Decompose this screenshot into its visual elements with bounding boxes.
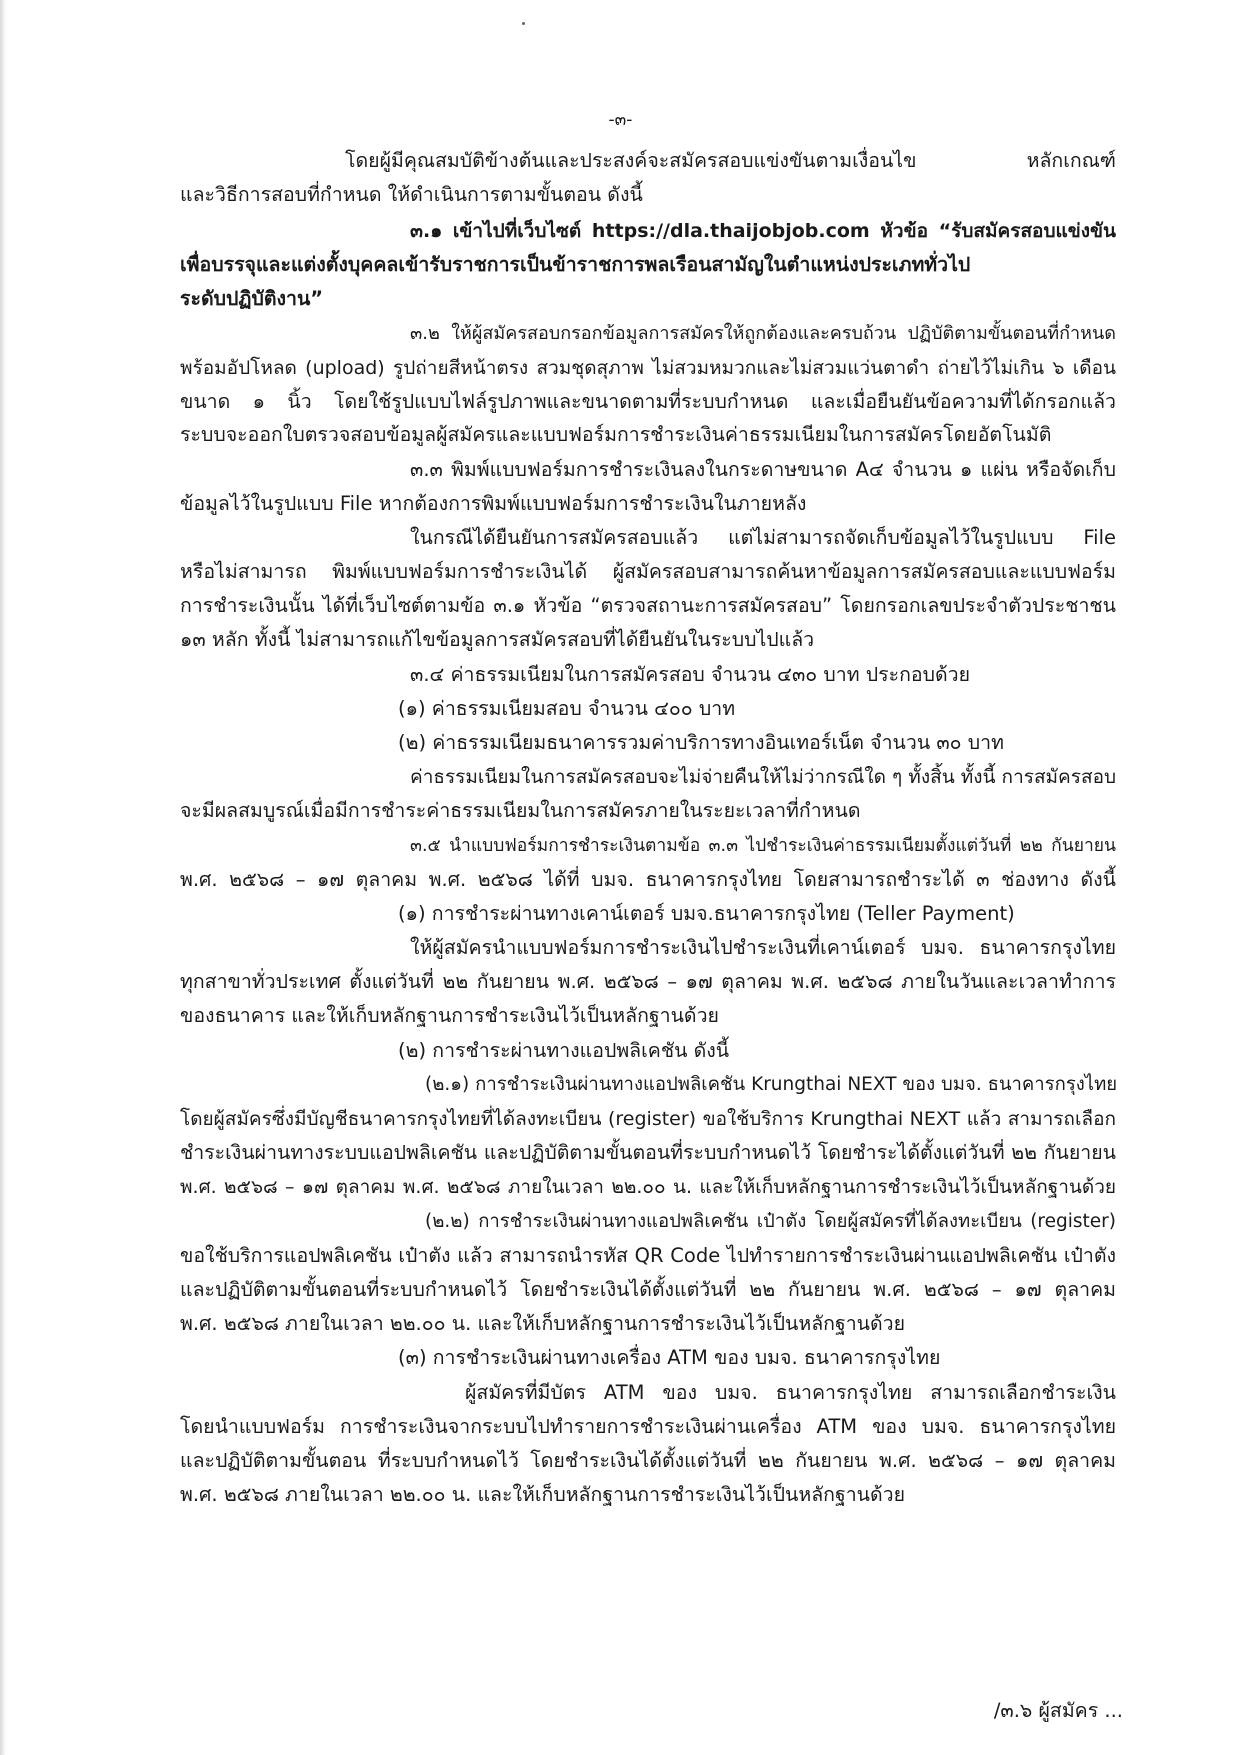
text-line: โดยผู้มีคุณสมบัติข้างต้นและประสงค์จะสมัครสอบแข่งขันตามเงื่อนไข หลักเกณฑ์ (345, 149, 1116, 172)
text-line: ข้อมูลไว้ในรูปแบบ File หากต้องการพิมพ์แบบฟอร์มการชำระเงินในภายหลัง (180, 492, 807, 515)
text-line: และวิธีการสอบที่กำหนด ให้ดำเนินการตามขั้นตอน ดังนี้ (180, 183, 643, 206)
text-line: ให้ผู้สมัครนำแบบฟอร์มการชำระเงินไปชำระเงินที่เคาน์เตอร์ บมจ. ธนาคารกรุงไทย (410, 936, 1116, 959)
text-line: หรือไม่สามารถ พิมพ์แบบฟอร์มการชำระเงินได้ ผู้สมัครสอบสามารถค้นหาข้อมูลการสมัครสอบและแบบฟอร์ม (180, 560, 1116, 583)
text-line: ทุกสาขาทั่วประเทศ ตั้งแต่วันที่ ๒๒ กันยายน พ.ศ. ๒๕๖๘ – ๑๗ ตุลาคม พ.ศ. ๒๕๖๘ ภายในวันและเวลาทำการ (180, 970, 1116, 993)
text-line: จะมีผลสมบูรณ์เมื่อมีการชำระค่าธรรมเนียมในการสมัครภายในระยะเวลาที่กำหนด (180, 799, 861, 822)
text-line: ๓.๔ ค่าธรรมเนียมในการสมัครสอบ จำนวน ๔๓๐ บาท ประกอบด้วย (410, 663, 971, 686)
text-line: (๒.๒) การชำระเงินผ่านทางแอปพลิเคชัน เป๋าตัง โดยผู้สมัครที่ได้ลงทะเบียน (register) (425, 1211, 1116, 1232)
text-line: พร้อมอัปโหลด (upload) รูปถ่ายสีหน้าตรง สวมชุดสุภาพ ไม่สวมหมวกและไม่สวมแว่นตาดำ ถ่ายไว้ไม่เกิน ๖ เดือน (180, 357, 1116, 379)
text-line: พ.ศ. ๒๕๖๘ – ๑๗ ตุลาคม พ.ศ. ๒๕๖๘ ได้ที่ บมจ. ธนาคารกรุงไทย โดยสามารถชำระได้ ๓ ช่องทาง ดังนี้ (180, 868, 1116, 891)
text-line: (๒) การชำระผ่านทางแอปพลิเคชัน ดังนี้ (398, 1039, 730, 1062)
text-line: การชำระเงินนั้น ได้ที่เว็บไซต์ตามข้อ ๓.๑ หัวข้อ “ตรวจสถานะการสมัครสอบ” โดยกรอกเลขประจำตัวประชาชน (180, 594, 1116, 617)
text-line: ๓.๑ เข้าไปที่เว็บไซต์ https://dla.thaijobjob.com หัวข้อ “รับสมัครสอบแข่งขัน (410, 220, 1116, 242)
text-line: (๓) การชำระเงินผ่านทางเครื่อง ATM ของ บมจ. ธนาคารกรุงไทย (398, 1346, 941, 1369)
text-line: ๓.๒ ให้ผู้สมัครสอบกรอกข้อมูลการสมัครให้ถูกต้องและครบถ้วน ปฏิบัติตามขั้นตอนที่กำหนด (410, 323, 1116, 344)
text-line: ของธนาคาร และให้เก็บหลักฐานการชำระเงินไว้เป็นหลักฐานด้วย (180, 1004, 719, 1027)
text-line: โดยนำแบบฟอร์ม การชำระเงินจากระบบไปทำรายการชำระเงินผ่านเครื่อง ATM ของ บมจ. ธนาคารกรุงไทย (180, 1415, 1117, 1438)
text-line: พ.ศ. ๒๕๖๘ ภายในเวลา ๒๒.๐๐ น. และให้เก็บหลักฐานการชำระเงินไว้เป็นหลักฐานด้วย (180, 1483, 906, 1506)
text-line: ระบบจะออกใบตรวจสอบข้อมูลผู้สมัครและแบบฟอร์มการชำระเงินค่าธรรมเนียมในการสมัครโดยอัตโนมัติ (180, 423, 1052, 446)
text-line: พ.ศ. ๒๕๖๘ – ๑๗ ตุลาคม พ.ศ. ๒๕๖๘ ภายในเวลา ๒๒.๐๐ น. และให้เก็บหลักฐานการชำระเงินไว้เป็นหลักฐานด้วย (180, 1176, 1116, 1198)
text-line: พ.ศ. ๒๕๖๘ ภายในเวลา ๒๒.๐๐ น. และให้เก็บหลักฐานการชำระเงินไว้เป็นหลักฐานด้วย (180, 1312, 906, 1335)
text-line: ชำระเงินผ่านทางระบบแอปพลิเคชัน และปฏิบัติตามขั้นตอนที่ระบบกำหนดไว้ โดยชำระได้ตั้งแต่วันที่ ๒๒ กันยายน (180, 1141, 1116, 1164)
text-line: ๑๓ หลัก ทั้งนี้ ไม่สามารถแก้ไขข้อมูลการสมัครสอบที่ได้ยืนยันในระบบไปแล้ว (180, 628, 815, 651)
text-line: (๒) ค่าธรรมเนียมธนาคารรวมค่าบริการทางอินเทอร์เน็ต จำนวน ๓๐ บาท (398, 731, 1004, 754)
text-line: (๑) ค่าธรรมเนียมสอบ จำนวน ๔๐๐ บาท (398, 697, 736, 720)
text-line: โดยผู้สมัครซึ่งมีบัญชีธนาคารกรุงไทยที่ได้ลงทะเบียน (register) ขอใช้บริการ Krungthai NEXT แล้ว สามารถเลือก (180, 1108, 1116, 1130)
page-number: -๓- (608, 110, 633, 130)
continuation-note: /๓.๖ ผู้สมัคร ... (993, 1699, 1123, 1722)
scan-dot (522, 22, 525, 25)
text-line: และปฏิบัติตามขั้นตอน ที่ระบบกำหนดไว้ โดยชำระเงินได้ตั้งแต่วันที่ ๒๒ กันยายน พ.ศ. ๒๕๖๘ – ๑๗ ตุลาคม (180, 1449, 1116, 1472)
text-line: (๑) การชำระผ่านทางเคาน์เตอร์ บมจ.ธนาคารกรุงไทย (Teller Payment) (398, 902, 1015, 925)
text-line: (๒.๑) การชำระเงินผ่านทางแอปพลิเคชัน Krungthai NEXT ของ บมจ. ธนาคารกรุงไทย (425, 1074, 1118, 1095)
text-line: และปฏิบัติตามขั้นตอนที่ระบบกำหนดไว้ โดยชำระเงินได้ตั้งแต่วันที่ ๒๒ กันยายน พ.ศ. ๒๕๖๘ – ๑๗ ตุลาคม (180, 1278, 1116, 1301)
text-line: ในกรณีได้ยืนยันการสมัครสอบแล้ว แต่ไม่สามารถจัดเก็บข้อมูลไว้ในรูปแบบ File (410, 526, 1116, 549)
text-line: ค่าธรรมเนียมในการสมัครสอบจะไม่จ่ายคืนให้ไม่ว่ากรณีใด ๆ ทั้งสิ้น ทั้งนี้ การสมัครสอบ (410, 766, 1117, 788)
text-line: ผู้สมัครที่มีบัตร ATM ของ บมจ. ธนาคารกรุงไทย สามารถเลือกชำระเงิน (465, 1381, 1116, 1404)
text-line: เพื่อบรรจุและแต่งตั้งบุคคลเข้ารับราชการเป็นข้าราชการพลเรือนสามัญในตำแหน่งประเภททั่วไป (180, 253, 971, 276)
text-line: ขนาด ๑ นิ้ว โดยใช้รูปแบบไฟล์รูปภาพและขนาดตามที่ระบบกำหนด และเมื่อยืนยันข้อความที่ได้กรอกแล้ว (180, 390, 1116, 413)
text-line: ๓.๓ พิมพ์แบบฟอร์มการชำระเงินลงในกระดาษขนาด A๔ จำนวน ๑ แผ่น หรือจัดเก็บ (410, 458, 1116, 481)
text-line: ๓.๕ นำแบบฟอร์มการชำระเงินตามข้อ ๓.๓ ไปชำระเงินค่าธรรมเนียมตั้งแต่วันที่ ๒๒ กันยายน (410, 836, 1116, 856)
scan-edge (0, 0, 6, 1755)
text-line: ขอใช้บริการแอปพลิเคชัน เป๋าตัง แล้ว สามารถนำรหัส QR Code ไปทำรายการชำระเงินผ่านแอปพลิเคชัน เป๋าตัง (180, 1244, 1116, 1267)
text-line: ระดับปฏิบัติงาน” (180, 287, 324, 310)
